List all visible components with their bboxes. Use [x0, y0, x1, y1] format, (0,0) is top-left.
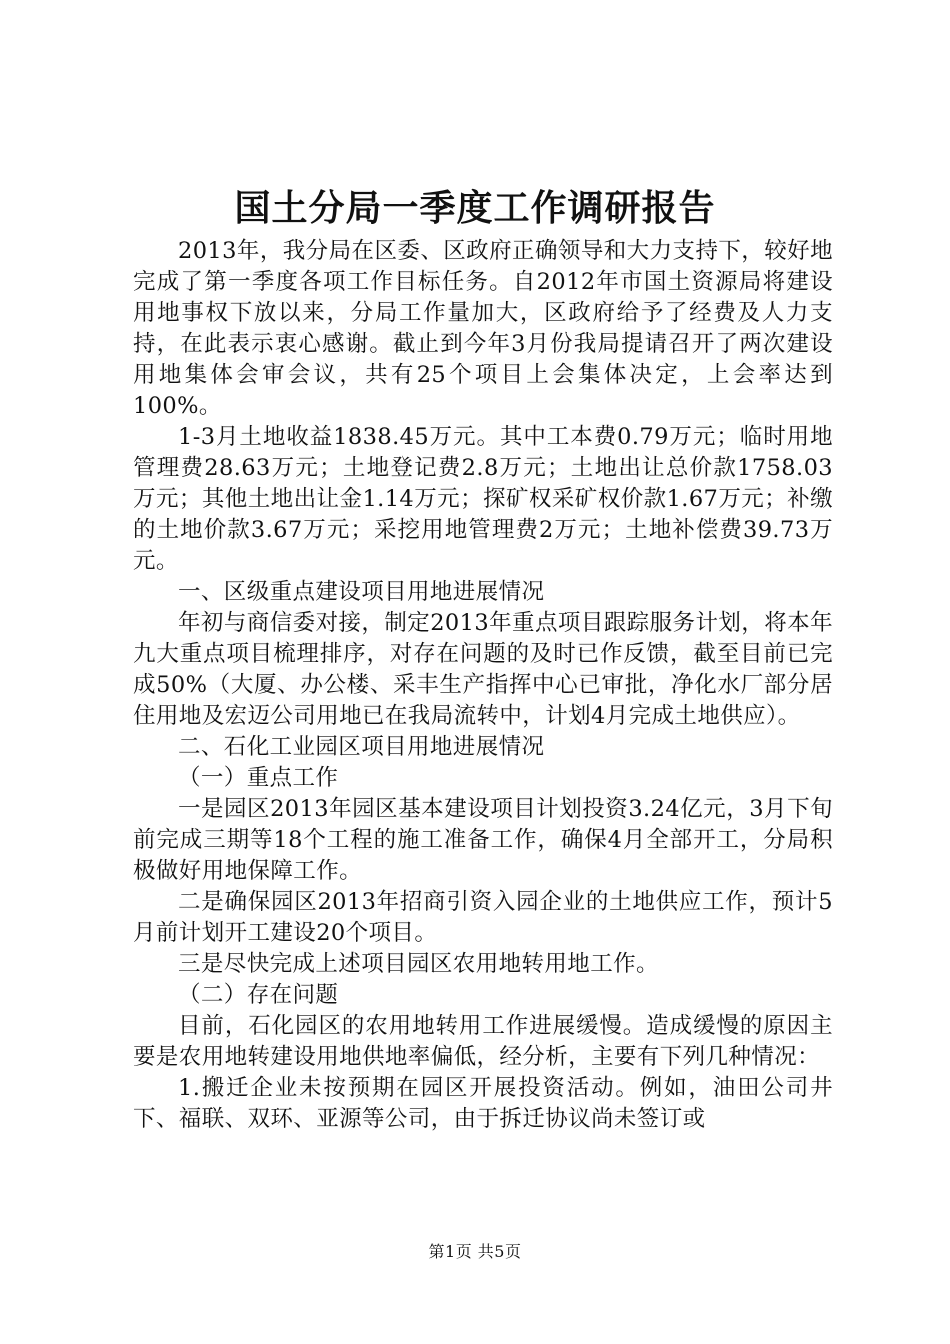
section-heading-district-projects: 一、区级重点建设项目用地进展情况 — [178, 579, 545, 605]
paragraph-land-revenue: 1-3月土地收益1838.45万元。其中工本费0.79万元；临时用地管理费28.63万元；土地登记费2.8万元；土地出让总价款1758.03万元；其他土地出让金1.14万元；探矿权采矿权价款1.67万元；补缴的土地价款3.67万元；采挖用地管理费2万元；土地补偿费39.73万元。 — [133, 424, 833, 574]
paragraph-key-work-2: 二是确保园区2013年招商引资入园企业的土地供应工作，预计5月前计划开工建设20个项目。 — [133, 889, 833, 946]
paragraph-problems-intro: 目前，石化园区的农用地转用工作进展缓慢。造成缓慢的原因主要是农用地转建设用地供地率偏低，经分析，主要有下列几种情况： — [133, 1013, 833, 1070]
paragraph-key-work-3: 三是尽快完成上述项目园区农用地转用地工作。 — [178, 951, 659, 977]
subsection-heading-problems: （二）存在问题 — [178, 982, 339, 1008]
subsection-heading-key-work: （一）重点工作 — [178, 765, 339, 791]
page-number-footer: 第1页 共5页 — [428, 1242, 522, 1261]
section-heading-industrial-park: 二、石化工业园区项目用地进展情况 — [178, 734, 545, 760]
paragraph-intro: 2013年，我分局在区委、区政府正确领导和大力支持下，较好地完成了第一季度各项工作目标任务。自2012年市国土资源局将建设用地事权下放以来，分局工作量加大，区政府给予了经费及人力支持，在此表示衷心感谢。截止到今年3月份我局提请召开了两次建设用地集体会审会议，共有25个项目上会集体决定，上会率达到100%。 — [133, 238, 833, 419]
paragraph-problem-1: 1.搬迁企业未按预期在园区开展投资活动。例如，油田公司井下、福联、双环、亚源等公司，由于拆迁协议尚未签订或 — [133, 1075, 833, 1132]
paragraph-key-work-1: 一是园区2013年园区基本建设项目计划投资3.24亿元，3月下旬前完成三期等18个工程的施工准备工作，确保4月全部开工，分局积极做好用地保障工作。 — [133, 796, 833, 884]
document-title: 国土分局一季度工作调研报告 — [234, 187, 716, 229]
document-body — [133, 236, 833, 1135]
paragraph-district-projects: 年初与商信委对接，制定2013年重点项目跟踪服务计划，将本年九大重点项目梳理排序，对存在问题的及时已作反馈，截至目前已完成50%（大厦、办公楼、采丰生产指挥中心已审批，净化水厂部分居住用地及宏迈公司用地已在我局流转中，计划4月完成土地供应）。 — [133, 610, 833, 729]
